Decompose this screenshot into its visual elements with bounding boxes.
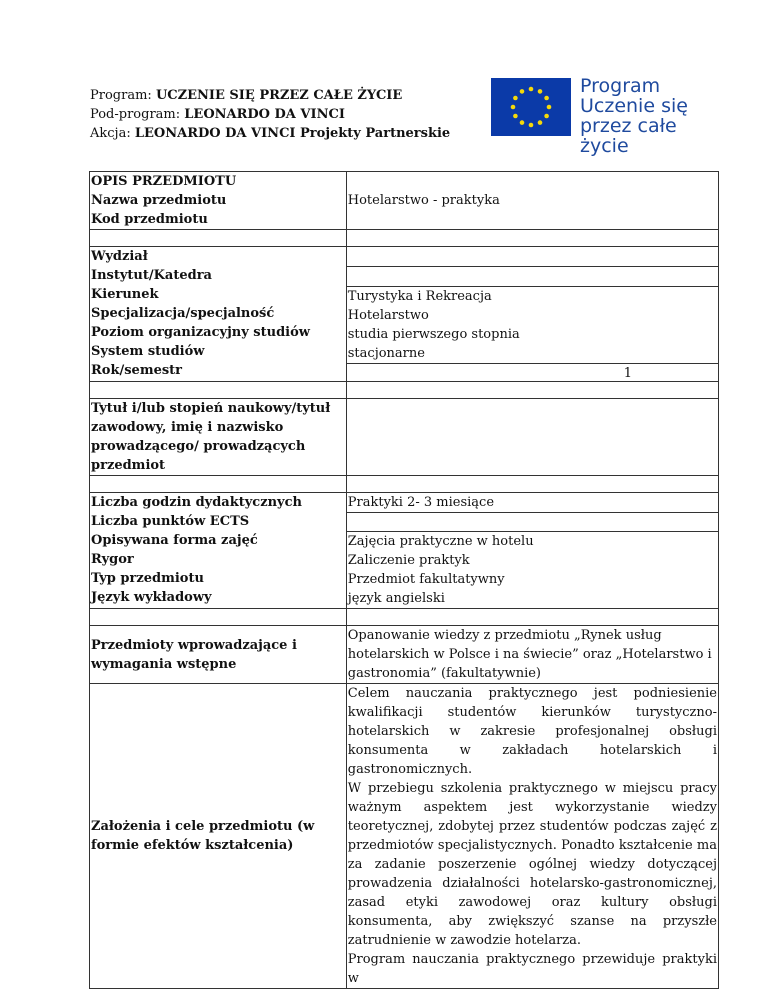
row-label: Opisywana forma zajęć [91, 533, 258, 548]
table-cell [90, 230, 347, 247]
row-label: Tytuł i/lub stopień naukowy/tytuł zawodowy, imię i nazwisko prowadzącego/ prowadzących przedmiot [90, 399, 347, 476]
value-line [347, 512, 718, 532]
eu-flag-icon [491, 78, 571, 136]
row-label: Kierunek [91, 287, 159, 302]
table-row [90, 626, 719, 684]
table-row [90, 609, 719, 626]
table-row [90, 476, 719, 493]
row-value: Turystyka i Rekreacja [347, 289, 492, 304]
action-value: LEONARDO DA VINCI Projekty Partnerskie [134, 126, 451, 141]
table-cell [346, 493, 718, 609]
row-value: Opanowanie wiedzy z przedmiotu „Rynek usług hotelarskich w Polsce i na świecie” oraz „Hotelarstwo i gastronomia” (fakultatywnie) [346, 626, 718, 684]
lifelong-learning-logo [491, 74, 719, 157]
table-row [90, 382, 719, 399]
table-row [90, 247, 719, 382]
row-label: Kod przedmiotu [91, 212, 208, 227]
table-row [90, 684, 719, 989]
value-line [347, 267, 718, 287]
logo-line-2: Uczenie się [580, 95, 688, 117]
row-label: Założenia i cele przedmiotu (w formie efektów kształcenia) [90, 684, 347, 989]
row-label: Rygor [91, 552, 134, 567]
row-label: Przedmioty wprowadzające i wymagania wstępne [90, 626, 347, 684]
table-cell [346, 476, 718, 493]
subprogram-value: LEONARDO DA VINCI [184, 107, 345, 122]
course-description-table [89, 171, 719, 989]
logo-text [580, 76, 719, 156]
row-value: Zajęcia praktyczne w hotelu [347, 534, 534, 549]
row-value: studia pierwszego stopnia [347, 327, 520, 342]
row-label: Wydział [91, 249, 148, 264]
row-value: język angielski [347, 591, 445, 606]
table-cell [346, 172, 718, 230]
subprogram-label: Pod-program: [90, 107, 181, 122]
row-label: Specjalizacja/specjalność [91, 306, 275, 321]
program-label: Program: [90, 88, 152, 103]
table-row [90, 493, 719, 609]
action-line [90, 124, 450, 143]
row-value: 1 [623, 366, 632, 381]
row-label: System studiów [91, 344, 205, 359]
table-cell [90, 493, 347, 609]
document-header [90, 86, 450, 143]
table-cell [90, 247, 347, 382]
program-value: UCZENIE SIĘ PRZEZ CAŁE ŻYCIE [155, 88, 403, 103]
goals-paragraph: Celem nauczania praktycznego jest podniesienie kwalifikacji studentów kierunków turystyczno-hotelarskich w zakresie profesjonalnej obsługi konsumenta w zakładach hotelarskich i gastronomicznych. [347, 686, 717, 777]
row-value: Hotelarstwo - praktyka [347, 193, 500, 208]
goals-paragraph: W przebiegu szkolenia praktycznego w miejscu pracy ważnym aspektem jest wykorzystanie wiedzy teoretycznej, zdobytej przez studentów podczas zajęć z przedmiotów specjalistycznych. Ponadto kształcenie ma za zadanie poszerzenie ogólnej wiedzy dotyczącej prowadzenia działalności hotelarsko-gastronomicznej, zasad etyki zawodowej oraz kultury obsługi konsumenta, aby zwiększyć szanse na przyszłe zatrudnienie w zawodzie hotelarza. [347, 781, 717, 948]
table-cell [346, 247, 718, 382]
logo-line-1: Program [580, 75, 661, 97]
table-cell [90, 382, 347, 399]
row-value: stacjonarne [347, 344, 718, 364]
row-label: Język wykładowy [91, 590, 212, 605]
subprogram-line [90, 105, 450, 124]
row-label: Poziom organizacyjny studiów [91, 325, 310, 340]
row-value: Praktyki 2- 3 miesiące [347, 495, 495, 510]
row-value: Zaliczenie praktyk [347, 553, 470, 568]
section-title: OPIS PRZEDMIOTU [91, 174, 237, 189]
table-cell [90, 476, 347, 493]
row-value: Hotelarstwo [347, 308, 429, 323]
table-cell [346, 230, 718, 247]
table-cell [346, 684, 718, 989]
goals-paragraph: Program nauczania praktycznego przewiduje praktyki w [347, 952, 717, 986]
program-line [90, 86, 450, 105]
table-row [90, 172, 719, 230]
row-label: Liczba punktów ECTS [91, 514, 250, 529]
row-label: Rok/semestr [91, 363, 183, 378]
table-row [90, 230, 719, 247]
row-value: Przedmiot fakultatywny [347, 572, 505, 587]
row-label: Liczba godzin dydaktycznych [91, 495, 302, 510]
table-row [90, 399, 719, 476]
logo-line-3: przez całe życie [580, 115, 677, 157]
table-cell [90, 609, 347, 626]
row-label: Instytut/Katedra [91, 268, 212, 283]
table-cell [90, 172, 347, 230]
action-label: Akcja: [90, 126, 131, 141]
table-cell [346, 399, 718, 476]
value-line [347, 247, 718, 267]
row-label: Typ przedmiotu [91, 571, 204, 586]
table-cell [346, 609, 718, 626]
row-label: Nazwa przedmiotu [91, 193, 227, 208]
table-cell [346, 382, 718, 399]
